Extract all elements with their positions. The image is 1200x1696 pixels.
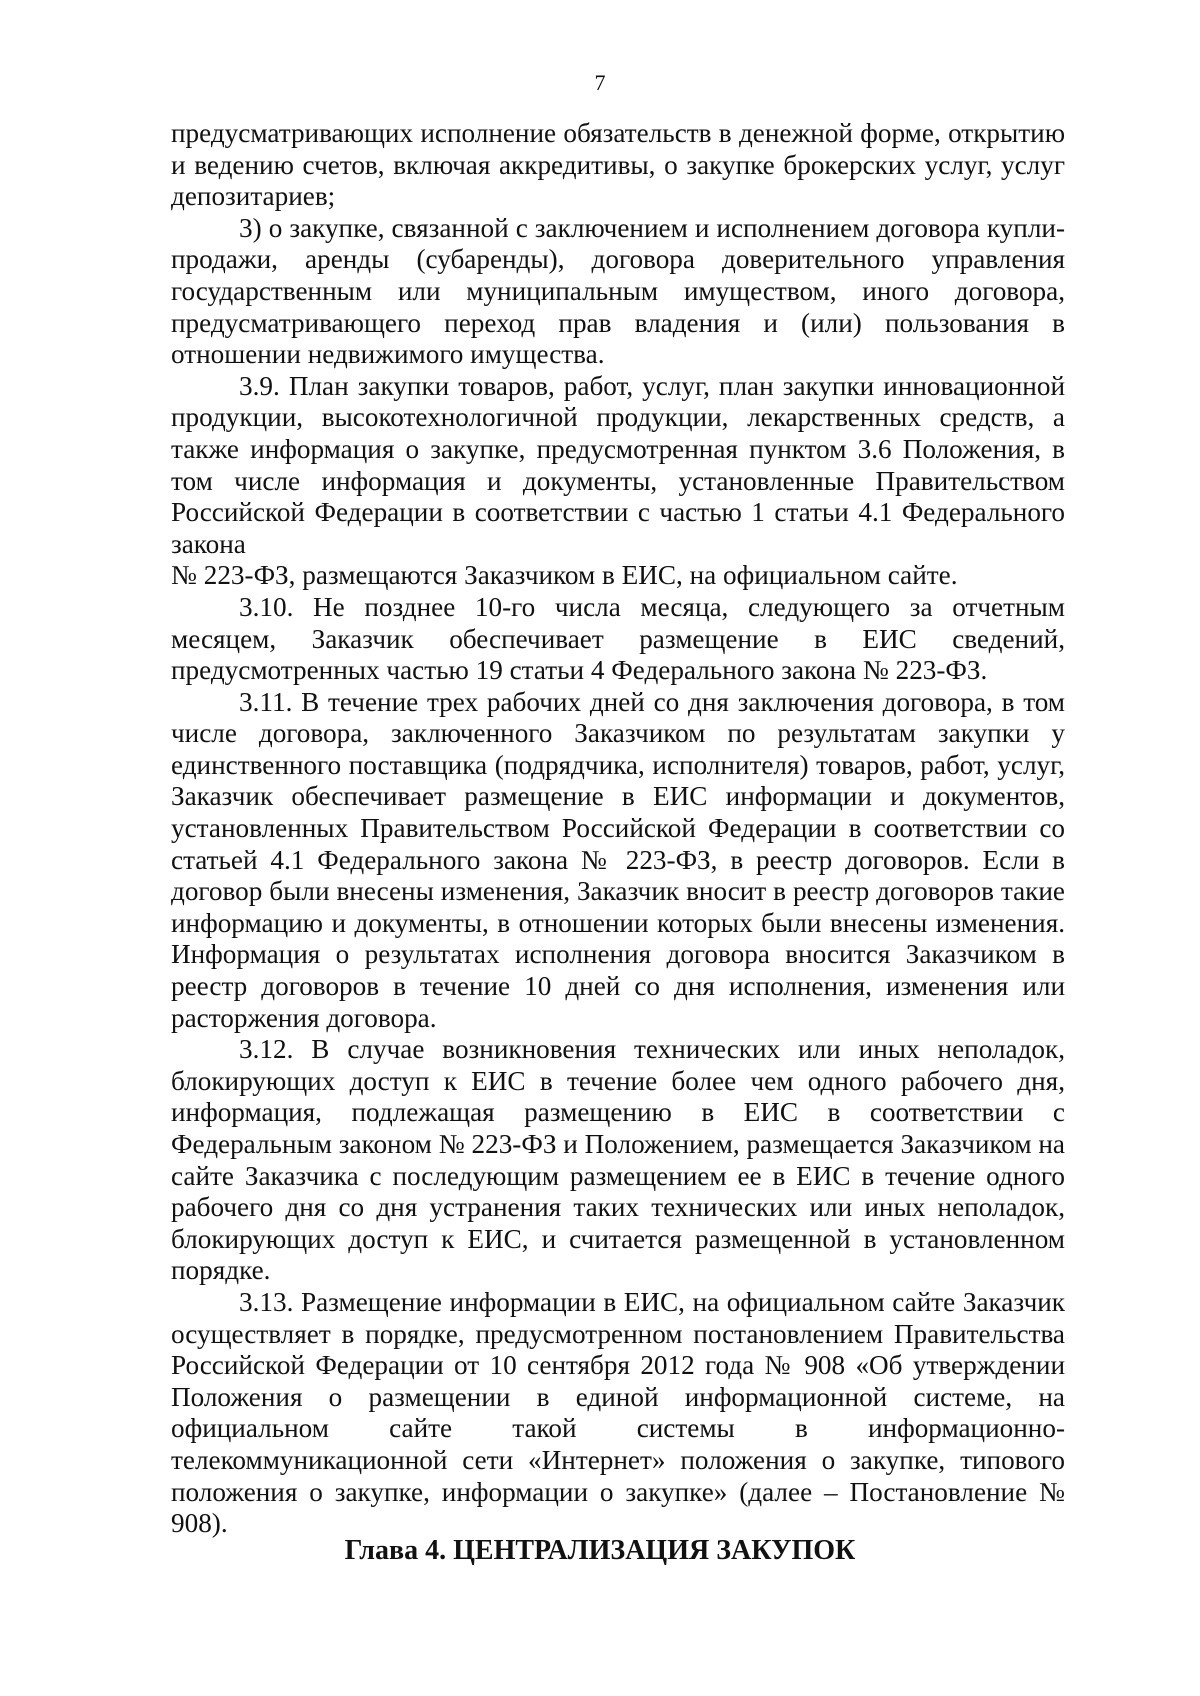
- page-number: 7: [594, 70, 606, 95]
- paragraph-3-12: 3.12. В случае возникновения технических или иных неполадок, блокирующих доступ к ЕИС в течение более чем одного рабочего дня, информация, подлежащая размещению в ЕИС в соответствии с Федеральным законом № 223-ФЗ и Положением, размещается Заказчиком на сайте Заказчика с последующим размещением ее в ЕИС в течение одного рабочего дня со дня устранения таких технических или иных неполадок, блокирующих доступ к ЕИС, и считается размещенной в установленном порядке.: [171, 1034, 1065, 1286]
- paragraph-3-9: 3.9. План закупки товаров, работ, услуг, план закупки инновационной продукции, высокотехнологичной продукции, лекарственных средств, а также информация о закупке, предусмотренная пунктом 3.6 Положения, в том числе информация и документы, установленные Правительством Российской Федерации в соответствии с частью 1 статьи 4.1 Федерального закона: [171, 370, 1065, 559]
- paragraph-3-9-continuation: № 223-ФЗ, размещаются Заказчиком в ЕИС, на официальном сайте.: [171, 560, 958, 591]
- chapter-title: Глава 4. ЦЕНТРАЛИЗАЦИЯ ЗАКУПОК: [344, 1535, 856, 1566]
- body-text: [171, 118, 1065, 1540]
- paragraph-3-8-continuation: предусматривающих исполнение обязательств в денежной форме, открытию и ведению счетов, включая аккредитивы, о закупке брокерских услуг, услуг депозитариев;: [171, 118, 1065, 212]
- paragraph-3-8-item-3: 3) о закупке, связанной с заключением и исполнением договора купли-продажи, аренды (субаренды), договора доверительного управления государственным или муниципальным имуществом, иного договора, предусматривающего переход прав владения и (или) пользования в отношении недвижимого имущества.: [171, 212, 1065, 370]
- paragraph-3-10: 3.10. Не позднее 10-го числа месяца, следующего за отчетным месяцем, Заказчик обеспечивает размещение в ЕИС сведений, предусмотренных частью 19 статьи 4 Федерального закона № 223-ФЗ.: [171, 591, 1065, 686]
- paragraph-3-13: 3.13. Размещение информации в ЕИС, на официальном сайте Заказчик осуществляет в порядке, предусмотренном постановлением Правительства Российской Федерации от 10 сентября 2012 года № 908 «Об утверждении Положения о размещении в единой информационной системе, на официальном сайте такой системы в информационно-телекоммуникационной сети «Интернет» положения о закупке, типового положения о закупке, информации о закупке» (далее – Постановление № 908).: [171, 1286, 1065, 1539]
- paragraph-3-11: 3.11. В течение трех рабочих дней со дня заключения договора, в том числе договора, заключенного Заказчиком по результатам закупки у единственного поставщика (подрядчика, исполнителя) товаров, работ, услуг, Заказчик обеспечивает размещение в ЕИС информации и документов, установленных Правительством Российской Федерации в соответствии со статьей 4.1 Федерального закона № 223-ФЗ, в реестр договоров. Если в договор были внесены изменения, Заказчик вносит в реестр договоров такие информацию и документы, в отношении которых были внесены изменения. Информация о результатах исполнения договора вносится Заказчиком в реестр договоров в течение 10 дней со дня исполнения, изменения или расторжения договора.: [171, 686, 1065, 1033]
